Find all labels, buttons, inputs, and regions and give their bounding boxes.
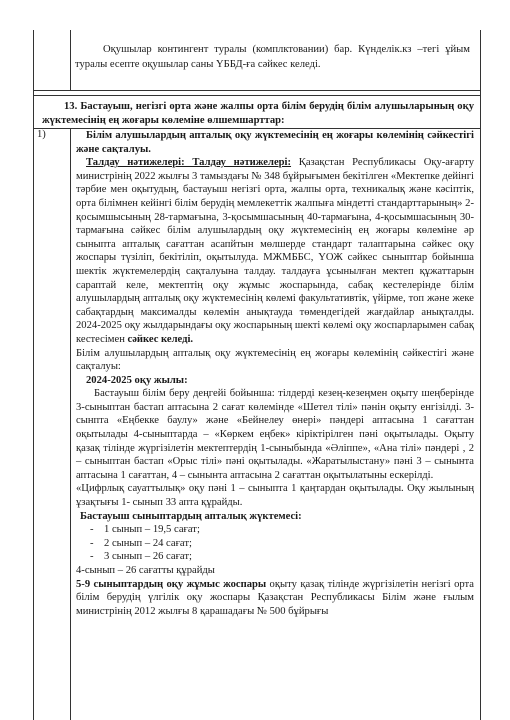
item-content [76, 129, 474, 618]
analysis-conclusion: сәйкес келеді. [127, 333, 194, 345]
plan-label: 5-9 сыныптардың оқу жұмыс жоспары [76, 578, 267, 590]
contingent-cell [75, 42, 470, 72]
analysis-label: Талдау нәтижелері: Талдау нәтижелері: [86, 157, 292, 169]
row-divider-double [34, 95, 480, 96]
year-heading: 2024-2025 оқу жылы: [86, 374, 188, 386]
load-heading: Бастауыш сыныптардың апталық жүктемесі: [80, 510, 302, 522]
analysis-paragraph [76, 156, 474, 346]
compliance-text: Білім алушылардың апталық оқу жүктемесінің ең жоғары көлемінің сәйкестігі және сақталуы: [76, 347, 474, 373]
item-title: Білім алушылардың апталық оқу жүктемесінің ең жоғары көлемінің сәйкестігі және сақталуы. [76, 130, 474, 155]
item-number: 1) [37, 129, 46, 140]
list-item: - 1 сынып – 19,5 сағат; [90, 524, 200, 536]
plan-paragraph [76, 578, 474, 619]
load-item-4: 4-сынып – 26 сағатты құрайды [76, 565, 215, 576]
analysis-text: Қазақстан Республикасы Оқу-ағарту министрінің 2022 жылғы 3 тамыздағы № 348 бұйрығымен бекітілген «Мектепке дейінгі тәрбие мен оқытудың, бастауыш негізгі орта, жалпы орта, техникалық және кәсіптік, орта білімнен кейінгі білім берудің мемлекеттік жалпыға міндетті стандарттарының» 2-қосымшысының 28-тармағына, 3-қосымшасының 40-тармағына, 4-қосымшасының 30-тармағына сәйкес білім алушылардың оқу жүктемесінің ең жоғары көлеміне әр сыныпта апталық сағаттан асапйтын мөлшерде стандарт талаптарына сәйкес оқу жоспары түзіліп, бекітіліп, оқытылуда. МЖМББС, ҮОЖ сәйкес сыныптар бойынша шектік жүктемелердің сақталуына талдау. талдауға ұсынылған мектеп құжаттарын сараптай келе, мектептің оқу жұмыс жоспарында, сабақ кестелерінде білім алушылардың апталық оқу жүктемесінің көлемі факультативтік, үйірме, топ және жеке сабақтардың максималды көлемін анықтауда төмендегідей жағдайлар анықталды. 2024-2025 оқу жылдарындағы оқу жоспарының шекті көлемі оқу жоспарларымен сабақ кестесімен [76, 157, 475, 345]
contingent-text: Оқушылар контингент туралы (комплктовании) бар. Күнделік.кз –тегі ұйым туралы есепте оқушылар саны ҮББД-ға сәйкес келеді. [75, 44, 470, 70]
list-item: - 2 сынып – 24 сағат; [90, 537, 192, 549]
column-divider-top [70, 30, 71, 90]
section-header: 13. Бастауыш, негізгі орта және жалпы орта білім берудің білім алушыларының оқу жүктемесінің ең жоғары көлеміне өлшемшарттар: [42, 101, 474, 126]
load-list [76, 523, 474, 564]
year-text: Бастауыш білім беру деңгейі бойынша: тілдерді кезең-кезеңмен оқыту шеңберінде 3-сыныптан бастап аптасына 2 сағат көлемінде «Шетел тілі» пәнін оқыту енгізілді. 3-сынпта «Еңбекке баулу» және «Бейнелеу өнері» пәндері аптасына 1 сағаттан оқытылады 4-сыныптарда – «Көркем еңбек» кіріктірілген пәні оқытылады. Оқыту қазақ тілінде жүргізілетін мектептердің 1-сыныбында «Әліппе», «Ана тілі» пәндері , 2 – сыныптан бастап «Орыс тілі» пәні оқытылады. «Жаратылыстану» пәні 3 – сынынта аптасына 1 сағаттан, 4 – сынынта аптасына 2 сағаттан оқытылатыны ескерілді. [76, 388, 474, 481]
plan-text: оқыту қазақ тілінде жүргізілетін негізгі орта білім берудің үлгілік оқу жоспары Қазақстан Республикасы Білім және ғылым министрінің 2012 жылғы 8 қарашадағы № 500 бұйрығы [76, 578, 474, 617]
column-divider-bottom [70, 128, 71, 720]
row-divider [34, 90, 480, 91]
digital-literacy-text: «Цифрлық сауаттылық» оқу пәні 1 – сыныпта 1 қаңтардан оқытылады. Оқу жылының ұзақтығы 1- сынып 33 апта құрайды. [76, 483, 474, 509]
list-item: - 3 сынып – 26 сағат; [90, 551, 192, 563]
